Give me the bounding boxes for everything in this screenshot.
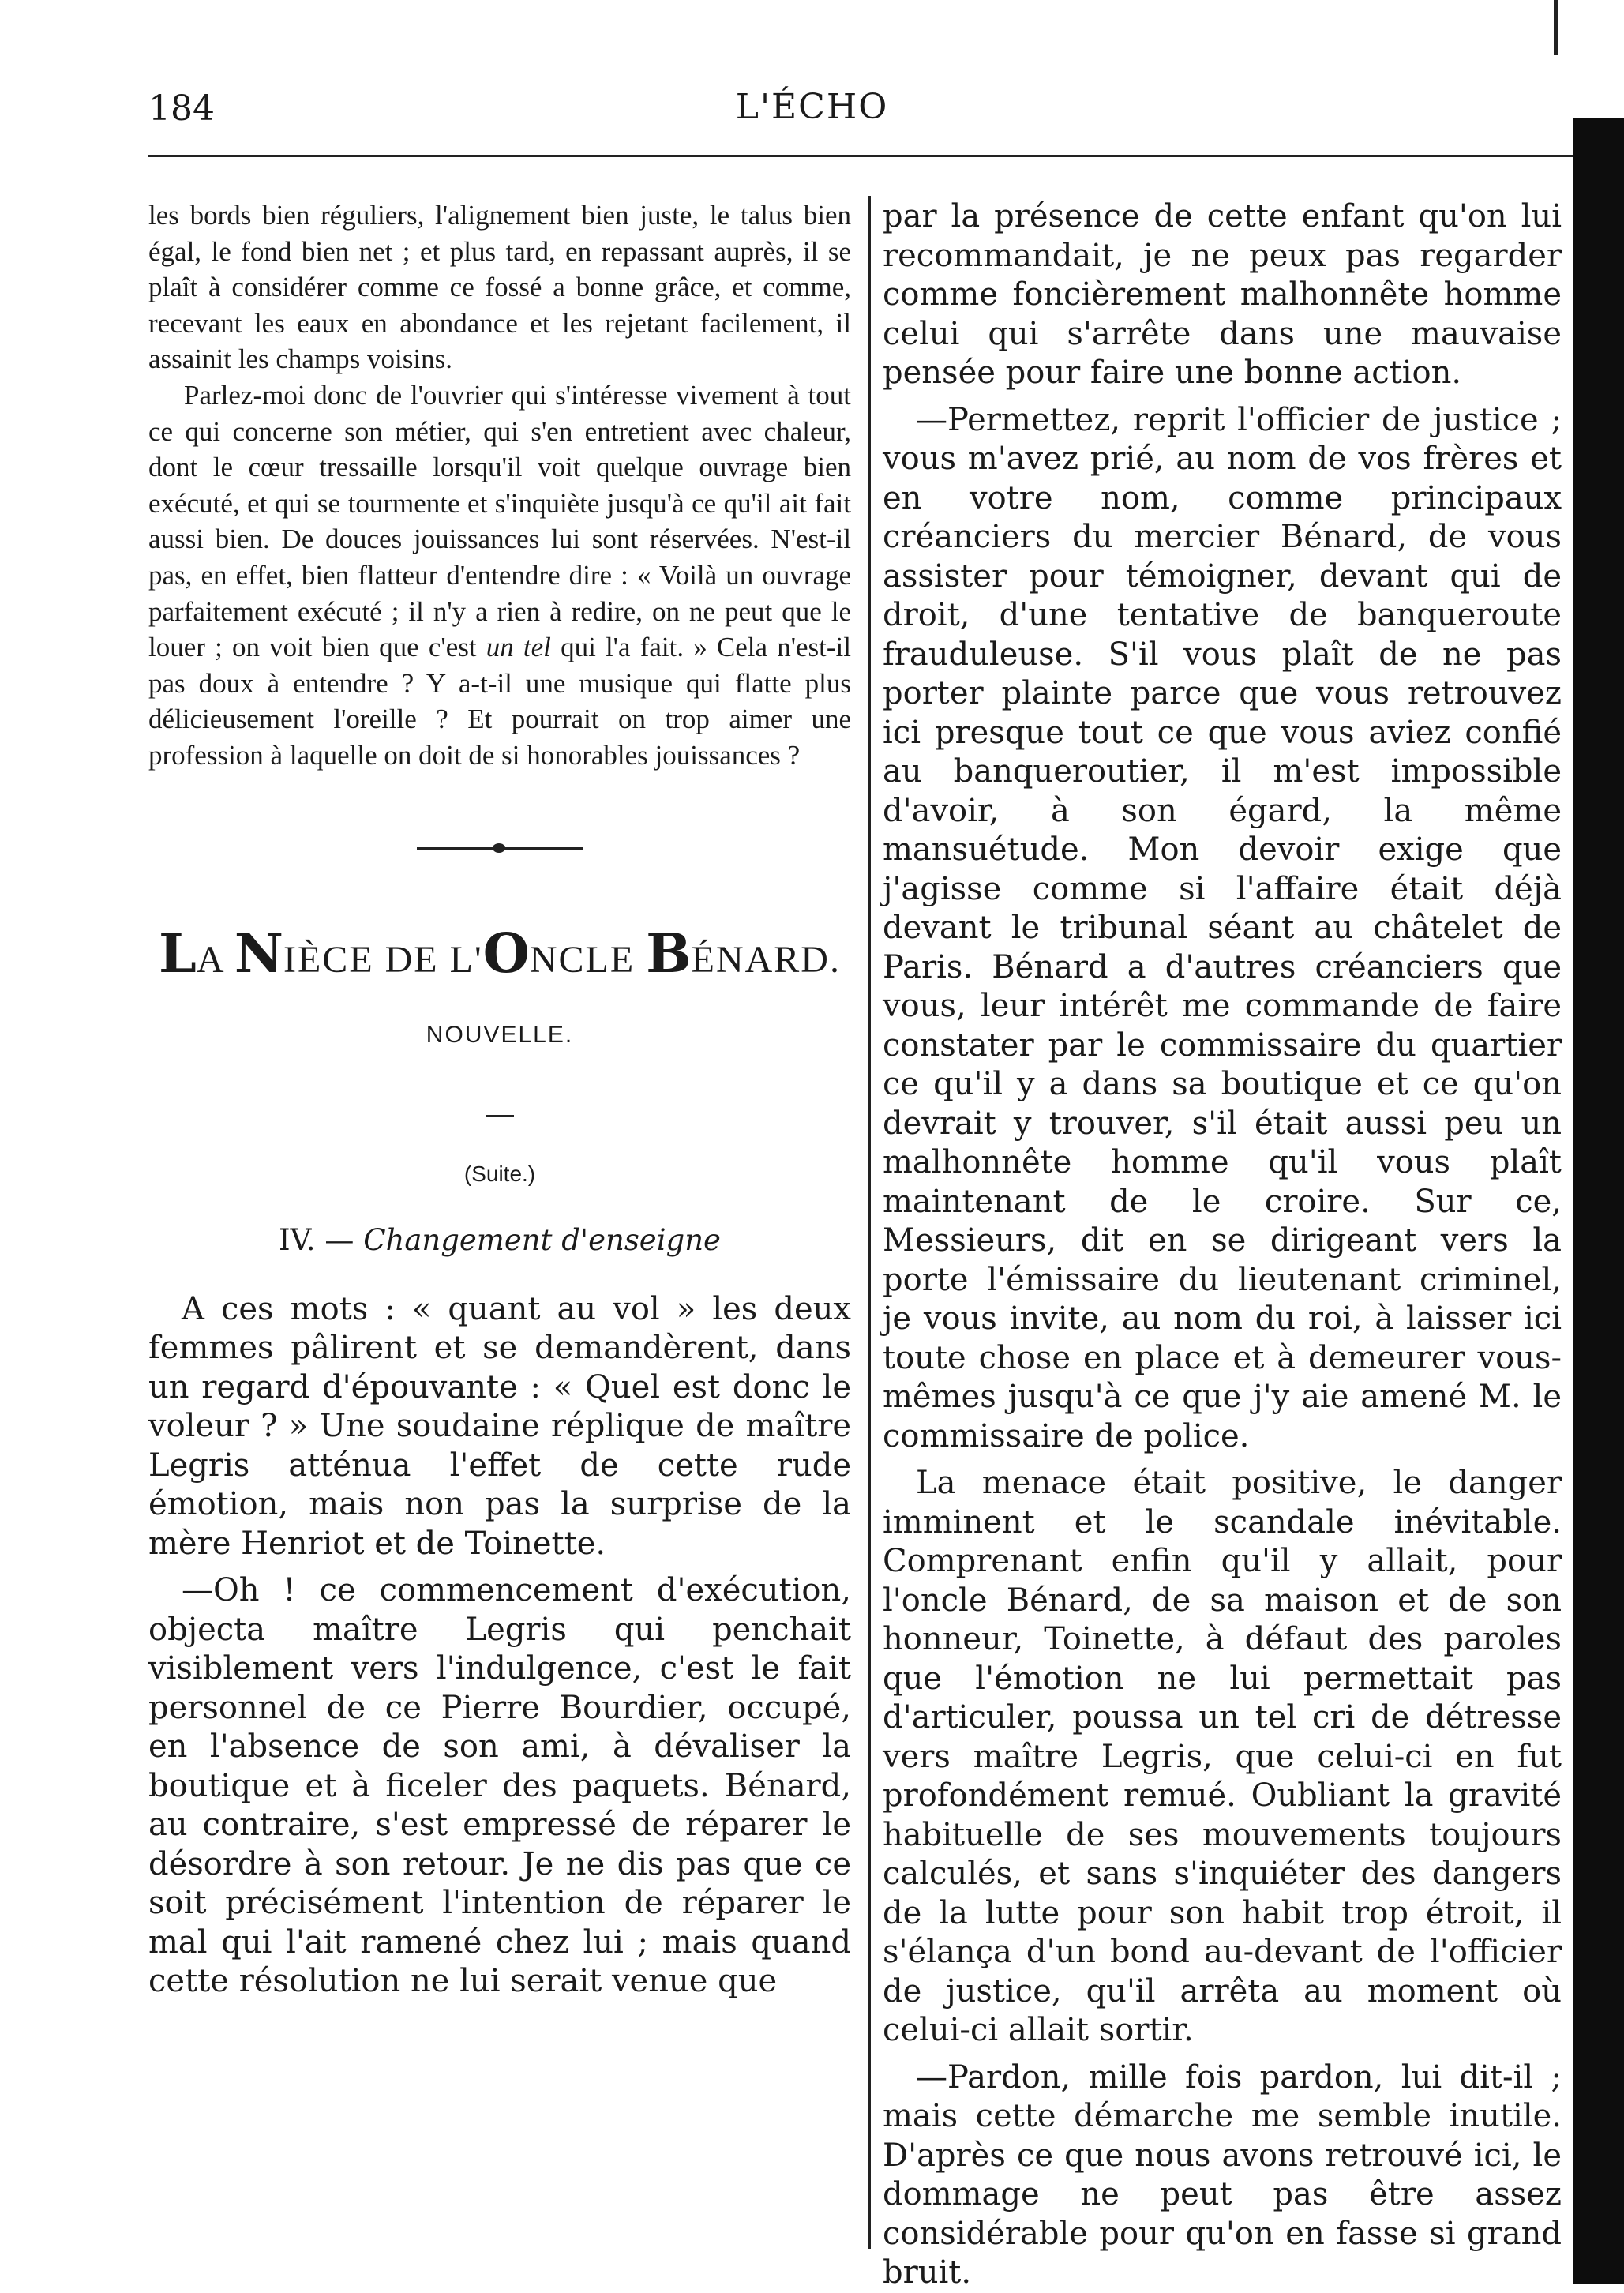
running-head: L'ÉCHO <box>735 87 889 127</box>
ornamental-rule <box>417 840 583 856</box>
corner-mark <box>1554 0 1558 55</box>
continued-label: (Suite.) <box>463 1161 536 1186</box>
scan-dark-edge <box>1573 118 1624 2284</box>
column-rule <box>868 196 871 2249</box>
story-paragraph: —Oh ! ce commencement d'exécution, objecta maître Legris qui penchait visiblement vers l'indulgence, c'est le fait personnel de ce Pierre Bourdier, occupé, en l'absence de son ami, à dévaliser la boutique et à ficeler des paquets. Bénard, au contraire, s'est empressé de réparer le désordre à son retour. Je ne dis pas que ce soit précisément l'intention de réparer le mal qui l'ait ramené chez lui ; mais quand cette résolution ne lui serait venue que <box>148 1572 851 1999</box>
title-text: NCLE <box>529 938 647 981</box>
right-column <box>883 197 1562 2293</box>
header-rule <box>148 155 1576 157</box>
story-subtitle: NOUVELLE. <box>426 1021 574 1048</box>
title-text: IÈCE DE <box>283 938 450 981</box>
title-initial: N <box>234 921 283 985</box>
title-text: L' <box>449 938 483 981</box>
story-paragraph: —Permettez, reprit l'officier de justice ; vous m'avez prié, au nom de vos frères et en votre nom, comme principaux créanciers du mercier Bénard, de vous assister pour témoigner, devant qui de droit, d'une tentative de banqueroute frauduleuse. S'il vous plaît de ne pas porter plainte parce que vous retrouvez ici presque tout ce que vous aviez confié au banqueroutier, il m'est impossible d'avoir, à son égard, la même mansuétude. Mon devoir exige que j'agisse comme si l'affaire était déjà devant le tribunal séant au châtelet de Paris. Bénard a d'autres créanciers que vous, leur intérêt me commande de faire constater par le commissaire du quartier ce qu'il y a dans sa boutique et ce qu'on devrait y trouver, s'il était aussi peu un malhonnête homme qu'il vous plaît maintenant de le croire. Sur ce, Messieurs, dit en se dirigeant vers la porte l'émissaire du lieutenant criminel, je vous invite, au nom du roi, à laisser ici toute chose en place et à demeurer vous-mêmes jusqu'à ce que j'y aie amené M. le commissaire de police. <box>883 401 1562 1454</box>
story-title <box>148 922 851 985</box>
essay-text: qui l'a fait. » Cela n'est-il pas doux à entendre ? Y a-t-il une musique qui flatte plus délicieusement l'oreille ? Et pourrait on trop aimer une profession à laquelle on doit de si honorables jouissances ? <box>148 632 851 771</box>
title-text: A <box>196 938 234 981</box>
essay-paragraph: les bords bien réguliers, l'alignement bien juste, le talus bien égal, le fond bien net ; et plus tard, en repassant auprès, il se plaît à considérer comme ce fossé a bonne grâce, et comme, recevant les eaux en abondance et les rejetant facilement, il assainit les champs voisins. <box>148 200 851 375</box>
title-text: ÉNARD. <box>691 938 841 981</box>
chapter-number: IV. — <box>279 1222 364 1257</box>
essay-paragraph <box>148 377 851 774</box>
essay-text: Parlez-moi donc de l'ouvrier qui s'intéresse vivement à tout ce qui concerne son métier, qui s'en entretient avec chaleur, dont le cœur tressaille lorsqu'il voit quelque ouvrage bien exécuté, et qui se tourmente et s'inquiète jusqu'à ce qu'il ait fait aussi bien. De douces jouissances lui sont réservées. N'est-il pas, en effet, bien flatteur d'entendre dire : « Voilà un ouvrage parfaitement exécuté ; il n'y a rien à redire, on ne peut que le louer ; on voit bien que c'est <box>148 379 851 663</box>
title-initial: L <box>159 921 197 985</box>
chapter-heading <box>148 1223 851 1257</box>
story-paragraph: La menace était positive, le danger imminent et le scandale inévitable. Comprenant enfin qu'il y allait, pour l'oncle Bénard, de sa maison et de son honneur, Toinette, à défaut des paroles que l'émotion ne lui permettait pas d'articuler, poussa un tel cri de détresse vers maître Legris, que celui-ci en fut profondément remué. Oubliant la gravité habituelle de ses mouvements toujours calculés, et sans s'inquiéter des dangers de la lutte pour son habit trop étroit, il s'élança d'un bond au-devant de l'officier de justice, qu'il arrêta au moment où celui-ci allait sortir. <box>883 1465 1562 2048</box>
story-paragraph: par la présence de cette enfant qu'on lui recommandait, je ne peux pas regarder comme foncièrement malhonnête homme celui qui s'arrête dans une mauvaise pensée pour faire une bonne action. <box>883 198 1562 391</box>
left-column <box>148 197 851 2002</box>
title-initial: B <box>646 921 692 985</box>
chapter-title: Changement d'enseigne <box>363 1222 721 1257</box>
title-initial: O <box>482 921 530 985</box>
story-paragraph: A ces mots : « quant au vol » les deux femmes pâlirent et se demandèrent, dans un regard d'épouvante : « Quel est donc le voleur ? » Une soudaine réplique de maître Legris atténua l'effet de cette rude émotion, mais non pas la surprise de la mère Henriot et de Toinette. <box>148 1290 851 1562</box>
story-paragraph: —Pardon, mille fois pardon, lui dit-il ; mais cette démarche me semble inutile. D'après ce que nous avons retrouvé ici, le dommage ne peut pas être assez considérable pour qu'on en fasse si grand bruit. <box>883 2058 1562 2291</box>
page-number: 184 <box>148 88 215 129</box>
section-dash <box>486 1115 514 1117</box>
essay-italic-text: un tel <box>486 632 551 663</box>
